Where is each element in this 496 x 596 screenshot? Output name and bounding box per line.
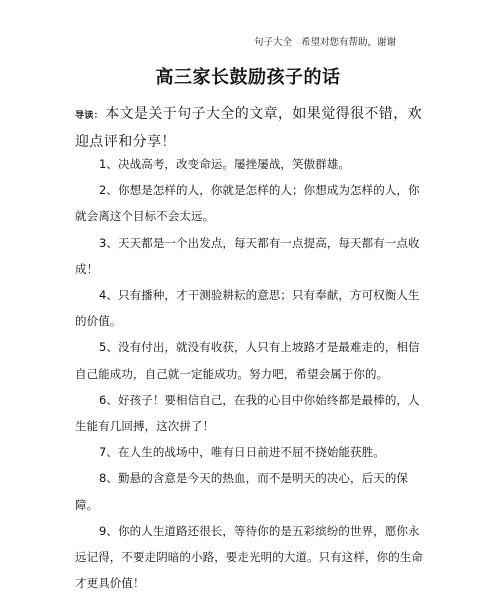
paragraph-9: 9、你的人生道路还很长，等待你的是五彩缤纷的世界，愿你永远记得，不要走阴暗的小路，要走光明的大道。只有这样，你的生命才更具价值！ [75,523,423,591]
paragraph-4: 4、只有播种，才干测验耕耘的意思；只有奉献，方可权衡人生的价值。 [75,288,420,329]
article-intro [75,101,427,155]
paragraph-5: 5、没有付出，就没有收获，人只有上坡路才是最难走的，相信自己能成功，自己就一定能成功。努力吧，希望会属于你的。 [75,340,420,381]
paragraph-2: 2、你想是怎样的人，你就是怎样的人；你想成为怎样的人，你就会离这个目标不会太远。 [75,183,420,224]
article-body [75,151,427,596]
paragraph-6: 6、好孩子！要相信自己，在我的心目中你始终都是最棒的，人生能有几回搏，这次拼了！ [75,392,420,434]
intro-text: 本文是关于句子大全的文章，如果觉得很不错，欢迎点评和分享！ [75,106,423,150]
paragraph-8: 8、勤悬的含意是今天的热血，而不是明天的决心，后天的保障。 [75,471,409,512]
paragraph-7: 7、在人生的战场中，唯有日日前进不屈不挠始能获胜。 [99,445,385,460]
intro-label: 导读： [75,111,104,121]
site-name: 句子大全 [253,37,292,48]
thanks-note: 希望对您有帮助，谢谢 [300,37,396,48]
header-note [254,37,396,49]
paragraph-1: 1、决战高考，改变命运。屡挫屡战，笑傲群雄。 [99,157,351,171]
article-title: 高三家长鼓励孩子的话 [155,67,341,88]
paragraph-3: 3、天天都是一个出发点，每天都有一点提高，每天都有一点收成！ [75,235,420,276]
